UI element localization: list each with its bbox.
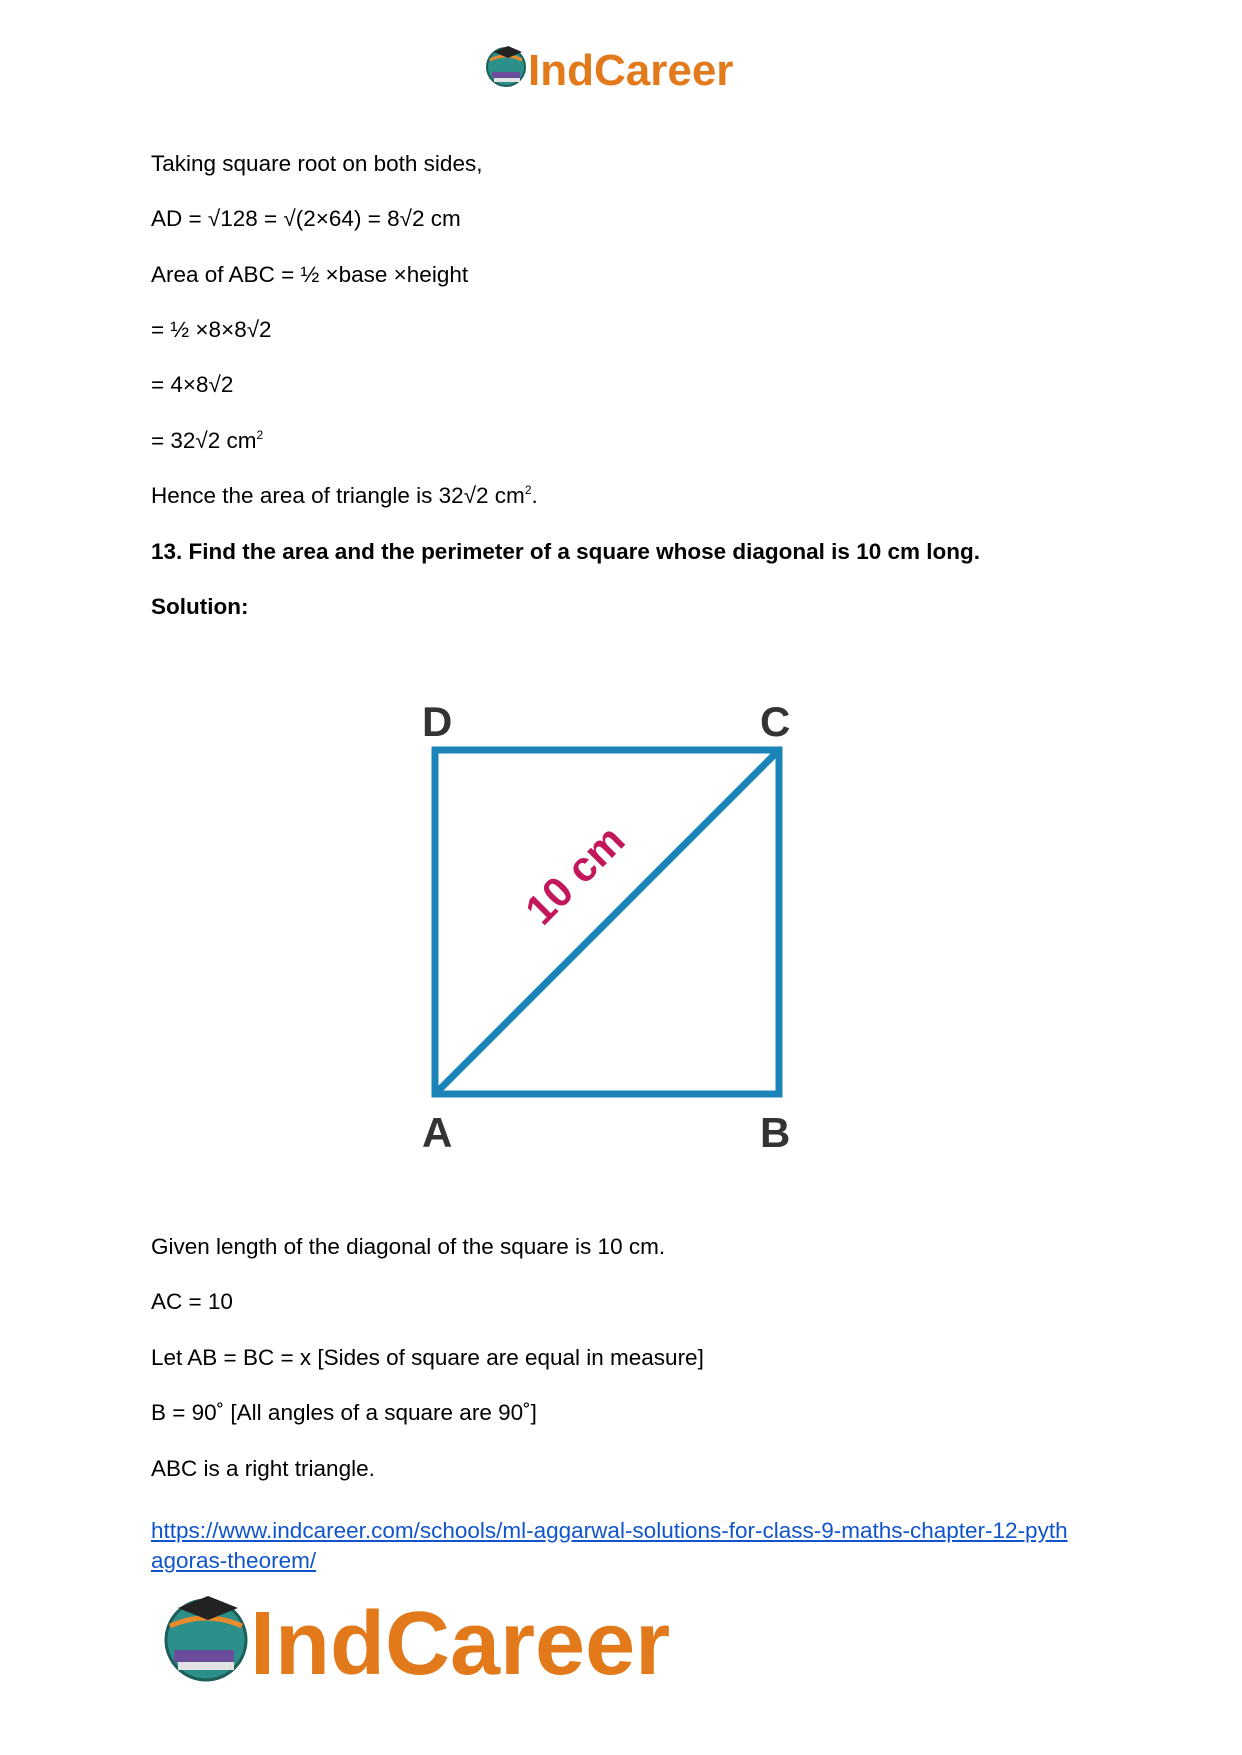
conclusion-main: Hence the area of triangle is 32√2 cm xyxy=(151,483,525,508)
header-logo xyxy=(484,38,764,96)
vertex-label-c: C xyxy=(760,698,791,745)
source-link-line-2: agoras-theorem/ xyxy=(151,1548,317,1573)
text-line-ad-value: AD = √128 = √(2×64) = 8√2 cm xyxy=(151,206,461,231)
vertex-label-d: D xyxy=(422,698,453,745)
text-line-step-3 xyxy=(151,427,263,455)
diagonal-ac xyxy=(435,750,779,1094)
text-line-area-formula: Area of ABC = ½ ×base ×height xyxy=(151,262,469,287)
step-3-main: = 32√2 cm xyxy=(151,428,257,453)
footer-logo xyxy=(160,1582,720,1692)
solution-heading: Solution: xyxy=(151,594,249,619)
text-line-square-root: Taking square root on both sides, xyxy=(151,151,483,176)
source-link-line-1: https://www.indcareer.com/schools/ml-aggarwal-solutions-for-class-9-maths-chapter-12-pyth xyxy=(151,1518,1068,1543)
text-line-conclusion xyxy=(151,482,538,510)
question-13: 13. Find the area and the perimeter of a square whose diagonal is 10 cm long. xyxy=(151,539,980,564)
logo-globe-icon xyxy=(487,46,525,86)
text-line-let-sides: Let AB = BC = x [Sides of square are equal in measure] xyxy=(151,1345,704,1370)
text-line-step-2: = 4×8√2 xyxy=(151,372,234,397)
footer-brand-text: IndCareer xyxy=(250,1594,671,1692)
text-line-ac: AC = 10 xyxy=(151,1289,233,1314)
header-brand-text: IndCareer xyxy=(528,46,734,95)
source-link[interactable] xyxy=(151,1516,1111,1576)
text-line-angle-b: B = 90˚ [All angles of a square are 90˚] xyxy=(151,1400,537,1425)
conclusion-tail: . xyxy=(531,483,538,508)
diagonal-length-label: 10 cm xyxy=(516,816,634,934)
text-line-step-1: = ½ ×8×8√2 xyxy=(151,317,272,342)
conclusion-superscript: 2 xyxy=(524,483,532,497)
text-line-right-triangle: ABC is a right triangle. xyxy=(151,1456,375,1481)
text-line-given: Given length of the diagonal of the square is 10 cm. xyxy=(151,1234,666,1259)
vertex-label-b: B xyxy=(760,1109,791,1156)
footer-logo-globe-icon xyxy=(166,1596,246,1680)
square-diagram xyxy=(400,690,820,1160)
step-3-superscript: 2 xyxy=(256,428,264,442)
vertex-label-a: A xyxy=(422,1109,453,1156)
